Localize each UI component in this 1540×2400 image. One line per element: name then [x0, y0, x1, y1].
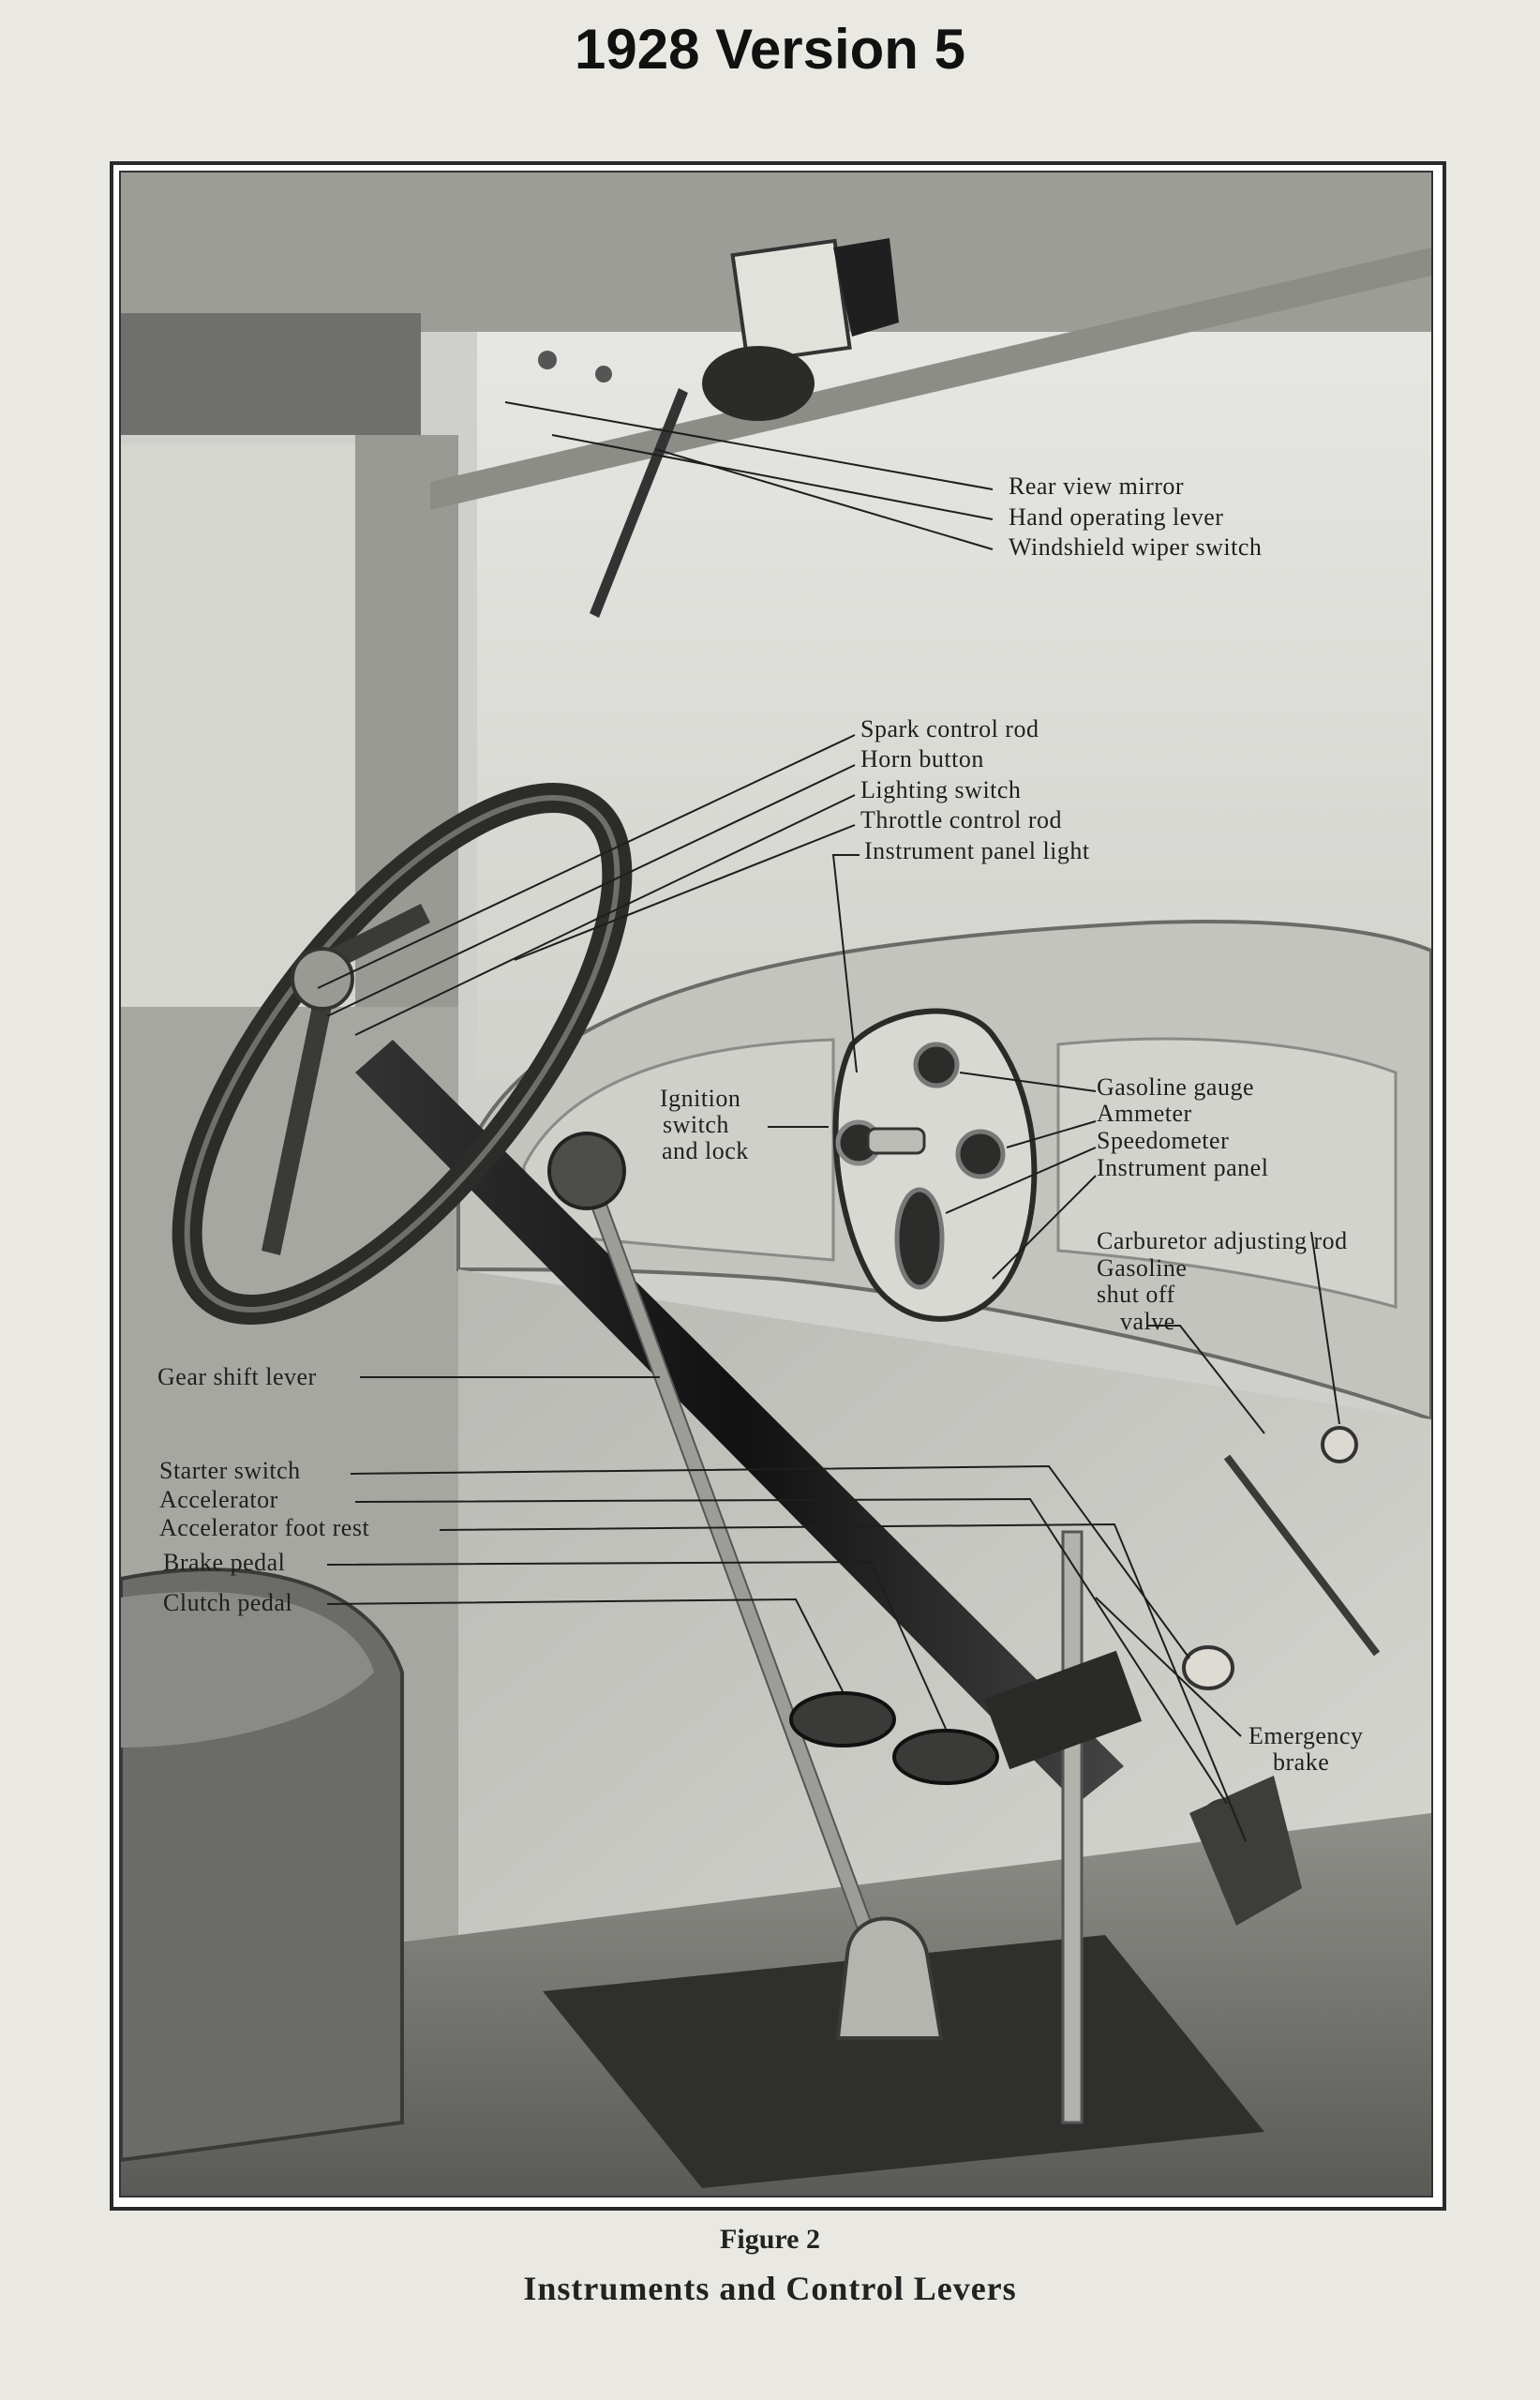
label-accelerator: Accelerator: [159, 1486, 278, 1513]
gear-shift-knob: [549, 1133, 624, 1208]
starter-switch: [1184, 1647, 1233, 1688]
label-instrument-panel: Instrument panel: [1097, 1154, 1269, 1181]
label-speedometer: Speedometer: [1097, 1127, 1230, 1154]
label-ignition-line3: and lock: [662, 1137, 749, 1164]
label-ignition-line2: switch: [663, 1111, 729, 1138]
interior-illustration: [119, 171, 1433, 2198]
wiper-motor: [702, 346, 815, 421]
label-ammeter: Ammeter: [1097, 1100, 1192, 1127]
shutoff-valve: [1323, 1428, 1356, 1462]
label-horn-button: Horn button: [860, 745, 984, 772]
label-lighting-switch: Lighting switch: [860, 776, 1022, 803]
label-brake-pedal: Brake pedal: [163, 1549, 286, 1576]
figure-number: Figure 2: [720, 2224, 820, 2255]
label-gasoline-gauge: Gasoline gauge: [1097, 1073, 1255, 1101]
label-carburetor-adjusting-rod: Carburetor adjusting rod: [1097, 1227, 1348, 1254]
label-windshield-wiper-switch: Windshield wiper switch: [1009, 533, 1263, 561]
label-shutoff-line2: shut off: [1097, 1281, 1175, 1308]
clutch-pedal: [791, 1693, 894, 1746]
label-ignition-line1: Ignition: [660, 1085, 741, 1112]
label-accelerator-foot-rest: Accelerator foot rest: [159, 1514, 370, 1541]
label-throttle-control-rod: Throttle control rod: [860, 806, 1063, 833]
ammeter: [958, 1132, 1003, 1177]
header-beam: [121, 313, 421, 435]
horn-button-hub: [292, 949, 352, 1009]
label-hand-operating-lever: Hand operating lever: [1009, 503, 1224, 531]
label-instrument-panel-light: Instrument panel light: [864, 837, 1090, 864]
label-starter-switch: Starter switch: [159, 1457, 301, 1484]
figure-title: Instruments and Control Levers: [523, 2270, 1017, 2307]
label-spark-control-rod: Spark control rod: [860, 715, 1039, 742]
brake-pedal: [894, 1731, 997, 1783]
label-clutch-pedal: Clutch pedal: [163, 1589, 293, 1616]
label-rear-view-mirror: Rear view mirror: [1009, 472, 1185, 500]
label-emergency-line1: Emergency: [1248, 1722, 1364, 1749]
emergency-brake-lever: [1063, 1532, 1082, 2122]
label-shutoff-line1: Gasoline: [1097, 1254, 1188, 1282]
speedometer: [897, 1190, 942, 1287]
rear-view-mirror: [733, 241, 850, 362]
page-heading: 1928 Version 5: [575, 18, 965, 81]
ignition-key: [868, 1129, 924, 1153]
gasoline-gauge: [916, 1044, 957, 1086]
label-shutoff-line3: valve: [1120, 1308, 1175, 1335]
label-emergency-line2: brake: [1273, 1748, 1330, 1776]
label-gear-shift-lever: Gear shift lever: [157, 1363, 317, 1390]
